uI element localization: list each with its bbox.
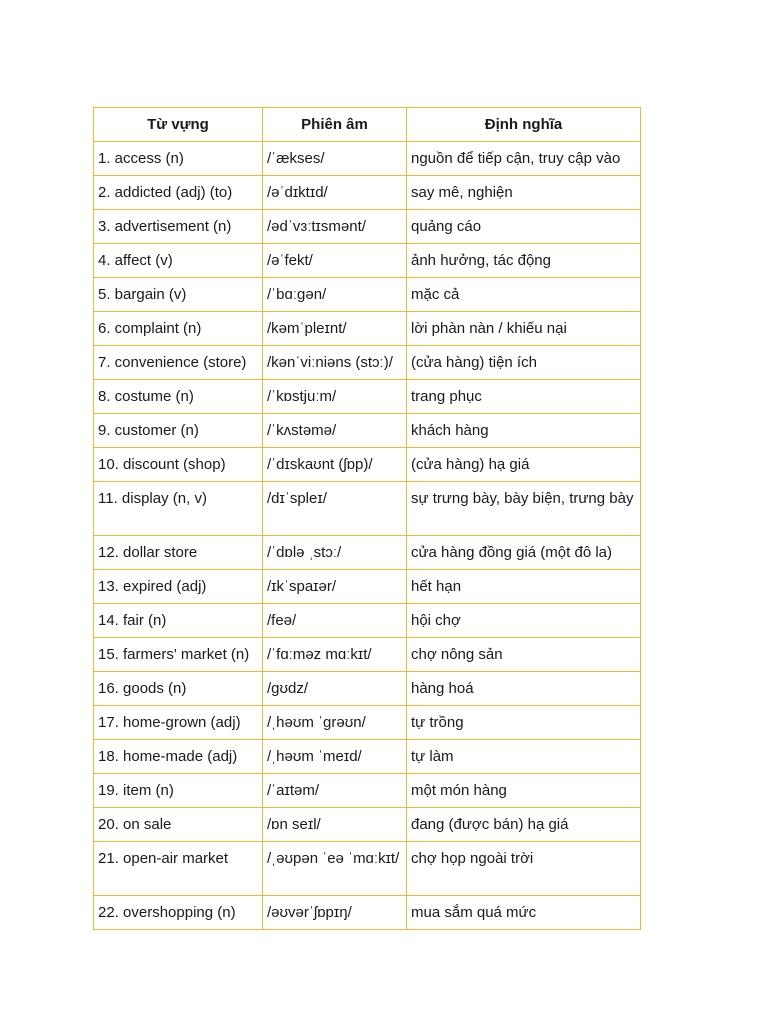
header-definition: Định nghĩa <box>407 108 641 142</box>
table-row <box>94 570 641 604</box>
definition-cell: lời phàn nàn / khiếu nại <box>407 312 641 346</box>
word-cell: 4. affect (v) <box>94 244 263 278</box>
table-row <box>94 672 641 706</box>
pronunciation-cell: /kəmˈpleɪnt/ <box>263 312 407 346</box>
definition-cell: chợ nông sản <box>407 638 641 672</box>
table-row <box>94 312 641 346</box>
word-cell: 9. customer (n) <box>94 414 263 448</box>
pronunciation-cell: /gʊdz/ <box>263 672 407 706</box>
definition-cell: sự trưng bày, bày biện, trưng bày <box>407 482 641 536</box>
table-row <box>94 536 641 570</box>
pronunciation-cell: /əˈfekt/ <box>263 244 407 278</box>
pronunciation-cell: /feə/ <box>263 604 407 638</box>
pronunciation-cell: /ˈkʌstəmə/ <box>263 414 407 448</box>
pronunciation-cell: /ˈfɑːməz mɑːkɪt/ <box>263 638 407 672</box>
definition-cell: (cửa hàng) tiện ích <box>407 346 641 380</box>
definition-cell: tự làm <box>407 740 641 774</box>
table-row <box>94 346 641 380</box>
word-cell: 15. farmers' market (n) <box>94 638 263 672</box>
definition-cell: một món hàng <box>407 774 641 808</box>
table-row <box>94 448 641 482</box>
word-cell: 16. goods (n) <box>94 672 263 706</box>
word-cell: 13. expired (adj) <box>94 570 263 604</box>
table-row <box>94 774 641 808</box>
definition-cell: (cửa hàng) hạ giá <box>407 448 641 482</box>
vocabulary-table-body <box>94 142 641 930</box>
pronunciation-cell: /ɒn seɪl/ <box>263 808 407 842</box>
word-cell: 6. complaint (n) <box>94 312 263 346</box>
pronunciation-cell: /ˈbɑːgən/ <box>263 278 407 312</box>
definition-cell: chợ họp ngoài trời <box>407 842 641 896</box>
pronunciation-cell: /ɪkˈspaɪər/ <box>263 570 407 604</box>
header-pronunciation: Phiên âm <box>263 108 407 142</box>
definition-cell: hết hạn <box>407 570 641 604</box>
definition-cell: hội chợ <box>407 604 641 638</box>
word-cell: 21. open-air market <box>94 842 263 896</box>
definition-cell: tự trồng <box>407 706 641 740</box>
table-row <box>94 706 641 740</box>
pronunciation-cell: /ˌhəʊm ˈgrəʊn/ <box>263 706 407 740</box>
table-row <box>94 278 641 312</box>
word-cell: 5. bargain (v) <box>94 278 263 312</box>
word-cell: 14. fair (n) <box>94 604 263 638</box>
word-cell: 19. item (n) <box>94 774 263 808</box>
table-row <box>94 414 641 448</box>
word-cell: 12. dollar store <box>94 536 263 570</box>
pronunciation-cell: /ˈdɪskaʊnt (ʃɒp)/ <box>263 448 407 482</box>
pronunciation-cell: /ədˈvɜːtɪsmənt/ <box>263 210 407 244</box>
pronunciation-cell: /ˈækses/ <box>263 142 407 176</box>
word-cell: 2. addicted (adj) (to) <box>94 176 263 210</box>
definition-cell: say mê, nghiện <box>407 176 641 210</box>
definition-cell: nguồn để tiếp cận, truy cập vào <box>407 142 641 176</box>
definition-cell: hàng hoá <box>407 672 641 706</box>
definition-cell: quảng cáo <box>407 210 641 244</box>
table-row <box>94 142 641 176</box>
header-row <box>94 108 641 142</box>
table-row <box>94 380 641 414</box>
definition-cell: cửa hàng đồng giá (một đô la) <box>407 536 641 570</box>
word-cell: 11. display (n, v) <box>94 482 263 536</box>
pronunciation-cell: /ˈdɒlə ˌstɔː/ <box>263 536 407 570</box>
table-row <box>94 210 641 244</box>
pronunciation-cell: /dɪˈspleɪ/ <box>263 482 407 536</box>
table-row <box>94 740 641 774</box>
table-row <box>94 176 641 210</box>
vocabulary-table <box>93 107 641 930</box>
definition-cell: khách hàng <box>407 414 641 448</box>
table-row <box>94 604 641 638</box>
definition-cell: đang (được bán) hạ giá <box>407 808 641 842</box>
word-cell: 17. home-grown (adj) <box>94 706 263 740</box>
definition-cell: mua sắm quá mức <box>407 896 641 930</box>
table-row <box>94 482 641 536</box>
pronunciation-cell: /əˈdɪktɪd/ <box>263 176 407 210</box>
pronunciation-cell: /əʊvərˈʃɒpɪŋ/ <box>263 896 407 930</box>
table-row <box>94 244 641 278</box>
table-row <box>94 808 641 842</box>
word-cell: 18. home-made (adj) <box>94 740 263 774</box>
word-cell: 22. overshopping (n) <box>94 896 263 930</box>
pronunciation-cell: /ˌhəʊm ˈmeɪd/ <box>263 740 407 774</box>
definition-cell: trang phục <box>407 380 641 414</box>
definition-cell: mặc cả <box>407 278 641 312</box>
word-cell: 7. convenience (store) <box>94 346 263 380</box>
pronunciation-cell: /kənˈviːniəns (stɔː)/ <box>263 346 407 380</box>
word-cell: 10. discount (shop) <box>94 448 263 482</box>
header-word: Từ vựng <box>94 108 263 142</box>
table-row <box>94 638 641 672</box>
word-cell: 8. costume (n) <box>94 380 263 414</box>
definition-cell: ảnh hưởng, tác động <box>407 244 641 278</box>
word-cell: 3. advertisement (n) <box>94 210 263 244</box>
pronunciation-cell: /ˈkɒstjuːm/ <box>263 380 407 414</box>
pronunciation-cell: /ˌəʊpən ˈeə ˈmɑːkɪt/ <box>263 842 407 896</box>
table-row <box>94 896 641 930</box>
word-cell: 1. access (n) <box>94 142 263 176</box>
pronunciation-cell: /ˈaɪtəm/ <box>263 774 407 808</box>
table-row <box>94 842 641 896</box>
word-cell: 20. on sale <box>94 808 263 842</box>
